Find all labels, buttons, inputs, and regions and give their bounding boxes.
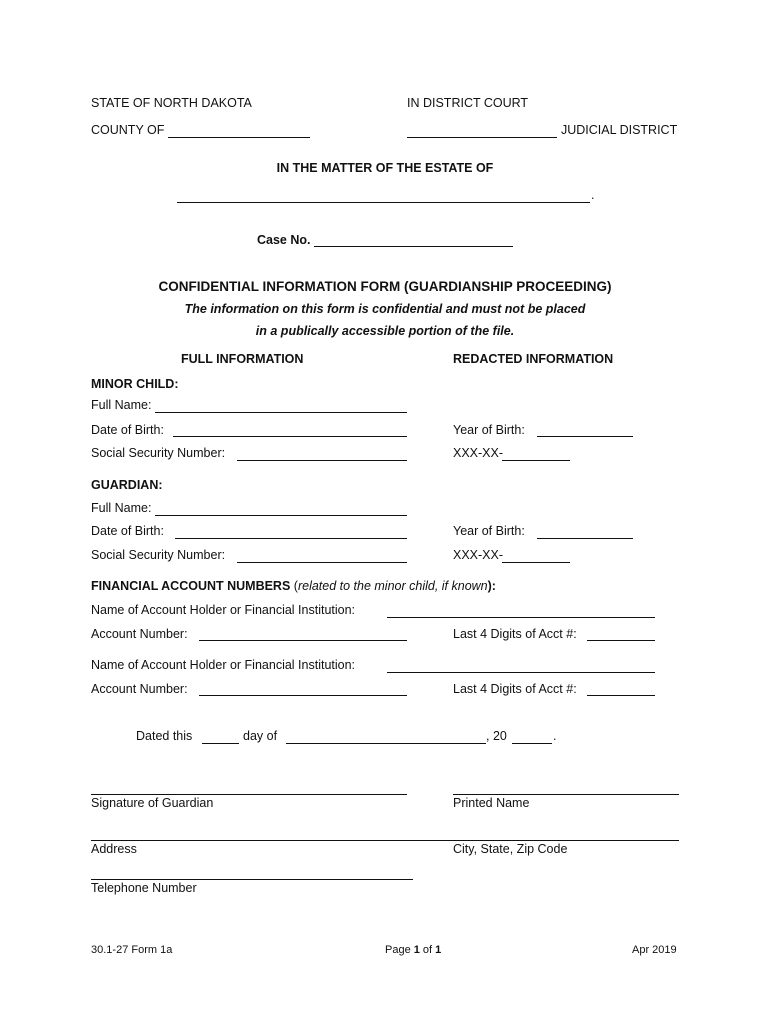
dated-this-label: Dated this (136, 729, 193, 743)
dated-year-field[interactable] (512, 743, 552, 744)
account1-holder-field[interactable] (387, 617, 655, 618)
address-field[interactable] (91, 840, 679, 841)
account1-number-label: Account Number: (91, 627, 188, 641)
redacted-information-heading: REDACTED INFORMATION (453, 352, 614, 366)
account2-holder-label: Name of Account Holder or Financial Institution: (91, 658, 356, 672)
guardian-ssn-last4-field[interactable] (502, 562, 570, 563)
dated-month-field[interactable] (286, 743, 486, 744)
city-state-zip-label: City, State, Zip Code (453, 842, 568, 856)
confidential-notice-line1: The information on this form is confidential and must not be placed (184, 302, 586, 316)
form-id: 30.1-27 Form 1a (91, 944, 173, 956)
confidential-notice-line2: in a publically accessible portion of the file. (255, 324, 515, 338)
full-information-heading: FULL INFORMATION (181, 352, 304, 366)
financial-heading-line (91, 579, 496, 593)
estate-period: . (591, 188, 595, 202)
guardian-yob-label: Year of Birth: (453, 524, 525, 538)
guardian-heading: GUARDIAN: (91, 478, 163, 492)
judicial-district-field[interactable] (407, 137, 557, 138)
guardian-ssn-label: Social Security Number: (91, 548, 226, 562)
guardian-full-name-label: Full Name: (91, 501, 152, 515)
minor-dob-field[interactable] (173, 436, 407, 437)
state-label: STATE OF NORTH DAKOTA (91, 96, 252, 110)
account2-holder-field[interactable] (387, 672, 655, 673)
minor-yob-label: Year of Birth: (453, 423, 525, 437)
page-of: of (419, 944, 436, 956)
account1-last4-field[interactable] (587, 640, 655, 641)
page-total: 1 (435, 944, 442, 956)
guardian-ssn-field[interactable] (237, 562, 407, 563)
guardian-yob-field[interactable] (537, 538, 633, 539)
minor-full-name-label: Full Name: (91, 398, 152, 412)
court-label: IN DISTRICT COURT (407, 96, 529, 110)
guardian-full-name-field[interactable] (155, 515, 407, 516)
guardian-dob-field[interactable] (175, 538, 407, 539)
dated-day-field[interactable] (202, 743, 239, 744)
minor-ssn-redacted-label: XXX-XX- (453, 446, 504, 460)
page-prefix: Page (385, 944, 414, 956)
printed-name-field[interactable] (453, 794, 679, 795)
minor-dob-label: Date of Birth: (91, 423, 164, 437)
account2-last4-label: Last 4 Digits of Acct #: (453, 682, 577, 696)
form-date: Apr 2019 (632, 944, 677, 956)
matter-title: IN THE MATTER OF THE ESTATE OF (276, 161, 494, 175)
minor-ssn-last4-field[interactable] (502, 460, 570, 461)
signature-label: Signature of Guardian (91, 796, 214, 810)
printed-name-label: Printed Name (453, 796, 530, 810)
minor-ssn-field[interactable] (237, 460, 407, 461)
financial-close-paren: ): (487, 579, 496, 593)
minor-child-heading: MINOR CHILD: (91, 377, 179, 391)
account1-holder-label: Name of Account Holder or Financial Institution: (91, 603, 356, 617)
financial-heading: FINANCIAL ACCOUNT NUMBERS (91, 579, 291, 593)
minor-ssn-label: Social Security Number: (91, 446, 226, 460)
dated-year-prefix: , 20 (486, 729, 507, 743)
account1-number-field[interactable] (199, 640, 407, 641)
account2-last4-field[interactable] (587, 695, 655, 696)
financial-open-paren: ( (290, 579, 298, 593)
signature-field[interactable] (91, 794, 407, 795)
page-current: 1 (413, 944, 420, 956)
account2-number-field[interactable] (199, 695, 407, 696)
guardian-ssn-redacted-label: XXX-XX- (453, 548, 504, 562)
telephone-field[interactable] (91, 879, 413, 880)
day-of-label: day of (243, 729, 278, 743)
page-number (385, 944, 441, 956)
county-label: COUNTY OF (91, 123, 165, 137)
guardian-dob-label: Date of Birth: (91, 524, 164, 538)
account1-last4-label: Last 4 Digits of Acct #: (453, 627, 577, 641)
county-field[interactable] (168, 137, 310, 138)
dated-period: . (553, 729, 557, 743)
address-label: Address (91, 842, 137, 856)
minor-yob-field[interactable] (537, 436, 633, 437)
minor-full-name-field[interactable] (155, 412, 407, 413)
judicial-district-label: JUDICIAL DISTRICT (561, 123, 678, 137)
financial-note: related to the minor child, if known (297, 579, 488, 593)
case-no-field[interactable] (314, 246, 513, 247)
telephone-label: Telephone Number (91, 881, 197, 895)
form-title: CONFIDENTIAL INFORMATION FORM (GUARDIANSHIP PROCEEDING) (158, 279, 612, 294)
case-no-label: Case No. (257, 233, 311, 247)
account2-number-label: Account Number: (91, 682, 188, 696)
estate-name-field[interactable] (177, 202, 590, 203)
